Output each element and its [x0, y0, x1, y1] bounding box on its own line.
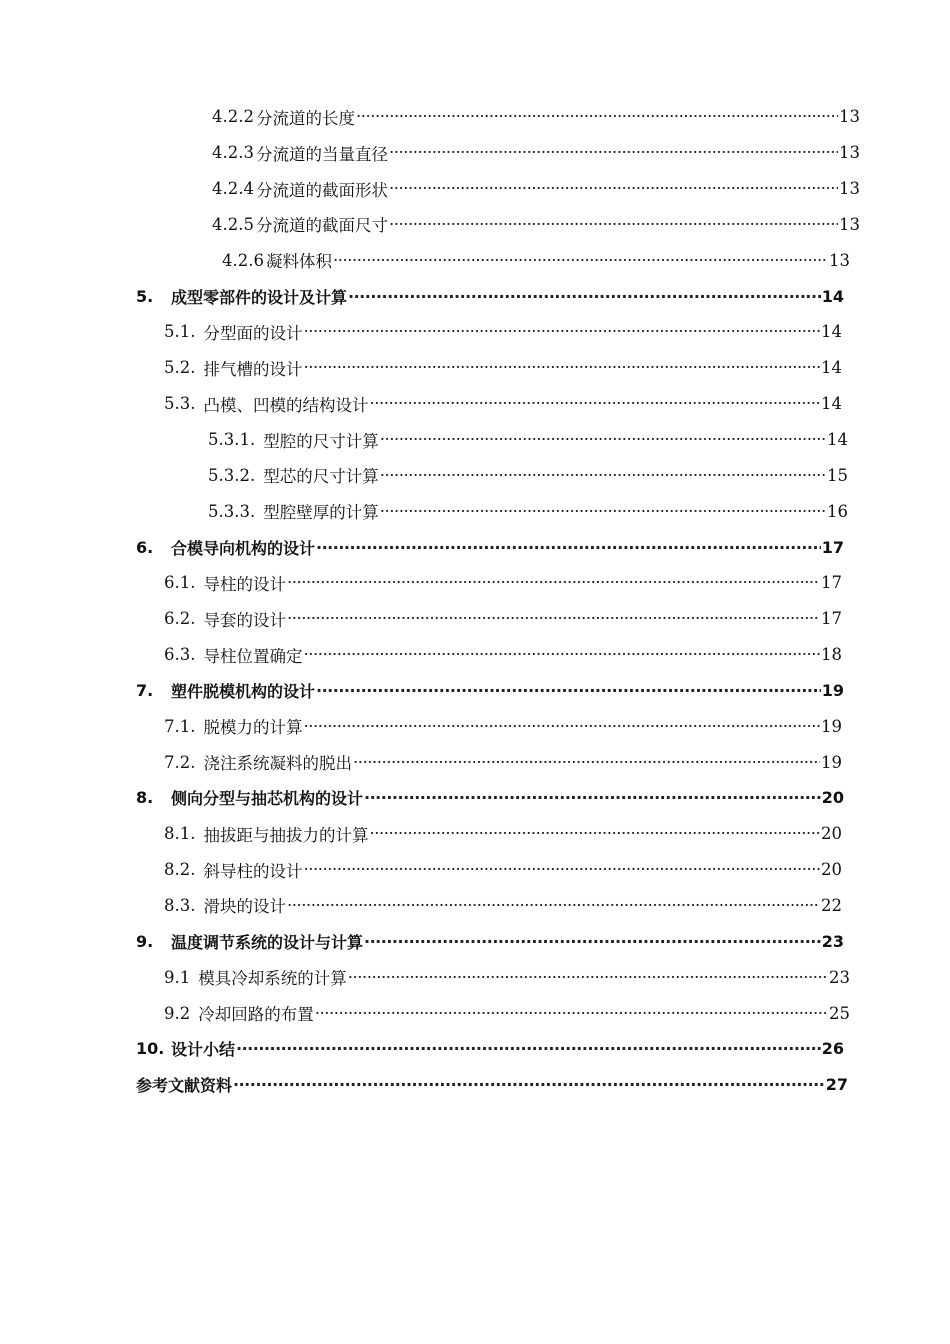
toc-entry-page-number: 13 [829, 250, 850, 270]
toc-entry-title: 型芯的尺寸计算 [263, 467, 379, 487]
toc-entry-page-number: 19 [821, 716, 842, 736]
toc-entry[interactable] [0, 888, 842, 924]
toc-entry[interactable] [0, 959, 850, 995]
toc-entry-number: 9.1 [164, 967, 191, 987]
dot-leader [380, 466, 826, 485]
table-of-contents [0, 99, 950, 1103]
toc-entry[interactable] [0, 1067, 848, 1103]
toc-entry-title: 分流道的长度 [255, 108, 355, 128]
toc-entry[interactable] [0, 422, 848, 458]
toc-entry-title: 凝料体积 [265, 252, 332, 272]
toc-entry[interactable] [0, 314, 842, 350]
dot-leader [304, 322, 821, 341]
toc-entry-page-number: 14 [821, 286, 844, 306]
toc-entry[interactable] [0, 601, 842, 637]
dot-leader [287, 896, 820, 915]
toc-entry[interactable] [0, 135, 860, 171]
dot-leader [236, 1039, 821, 1058]
toc-entry-number: 4.2.3 [212, 143, 254, 163]
toc-entry-number: 7.1. [164, 716, 196, 736]
toc-entry-page-number: 26 [821, 1039, 844, 1059]
toc-entry-number: 6. [136, 537, 154, 557]
toc-entry-title: 温度调节系统的设计与计算 [171, 932, 364, 952]
toc-entry-page-number: 14 [827, 430, 848, 450]
toc-entry-page-number: 25 [829, 1003, 850, 1023]
toc-entry-title: 抽拔距与抽拔力的计算 [203, 825, 369, 845]
dot-leader [356, 107, 838, 126]
toc-entry[interactable] [0, 1031, 844, 1067]
toc-entry[interactable] [0, 207, 860, 243]
toc-entry[interactable] [0, 565, 842, 601]
toc-entry-title: 型腔的尺寸计算 [263, 431, 379, 451]
toc-entry-title: 合模导向机构的设计 [171, 538, 316, 558]
toc-entry-page-number: 14 [821, 358, 842, 378]
toc-entry-number: 5.3.1. [208, 430, 256, 450]
toc-entry-page-number: 16 [827, 501, 848, 521]
dot-leader [304, 717, 821, 736]
toc-entry-title: 塑件脱模机构的设计 [171, 681, 316, 701]
toc-entry-page-number: 20 [821, 860, 842, 880]
dot-leader [380, 430, 826, 449]
toc-entry-title: 脱模力的计算 [203, 718, 303, 738]
toc-entry-page-number: 20 [821, 824, 842, 844]
dot-leader [316, 681, 821, 700]
toc-entry[interactable] [0, 673, 844, 709]
dot-leader [389, 179, 838, 198]
toc-entry-title: 分流道的截面尺寸 [255, 216, 388, 236]
toc-entry[interactable] [0, 923, 844, 959]
toc-entry-page-number: 14 [821, 322, 842, 342]
toc-entry-title: 滑块的设计 [203, 897, 286, 917]
toc-entry-number: 9. [136, 931, 154, 951]
toc-entry[interactable] [0, 171, 860, 207]
toc-entry-page-number: 23 [821, 931, 844, 951]
toc-entry-number: 8.2. [164, 860, 196, 880]
dot-leader [304, 358, 821, 377]
dot-leader [389, 215, 838, 234]
dot-leader [370, 394, 821, 413]
dot-leader [348, 287, 821, 306]
toc-entry-page-number: 15 [827, 465, 848, 485]
toc-entry-page-number: 22 [821, 895, 842, 915]
toc-entry[interactable] [0, 386, 842, 422]
dot-leader [315, 1004, 828, 1023]
toc-entry-number: 8.3. [164, 895, 196, 915]
toc-entry-page-number: 14 [821, 394, 842, 414]
toc-entry-number: 6.1. [164, 573, 196, 593]
toc-entry-page-number: 13 [839, 107, 860, 127]
dot-leader [316, 538, 821, 557]
toc-entry[interactable] [0, 852, 842, 888]
toc-entry[interactable] [0, 529, 844, 565]
dot-leader [287, 609, 820, 628]
toc-entry-number: 5.1. [164, 322, 196, 342]
toc-entry-page-number: 27 [825, 1075, 848, 1095]
dot-leader [370, 824, 821, 843]
toc-entry-title: 凸模、凹模的结构设计 [203, 395, 369, 415]
toc-entry-page-number: 17 [821, 609, 842, 629]
toc-entry-number: 4.2.2 [212, 107, 254, 127]
toc-entry[interactable] [0, 350, 842, 386]
toc-entry-page-number: 20 [821, 788, 844, 808]
toc-entry-number: 9.2 [164, 1003, 191, 1023]
toc-entry-title: 导柱位置确定 [203, 646, 303, 666]
toc-entry-title: 设计小结 [171, 1040, 236, 1060]
dot-leader [364, 932, 821, 951]
toc-entry-page-number: 17 [821, 573, 842, 593]
toc-entry[interactable] [0, 278, 844, 314]
toc-entry-page-number: 23 [829, 967, 850, 987]
toc-entry-number: 5.2. [164, 358, 196, 378]
toc-entry-number: 4.2.4 [212, 179, 254, 199]
toc-entry-title: 斜导柱的设计 [203, 861, 303, 881]
toc-entry-number: 5.3.3. [208, 501, 256, 521]
toc-entry-title: 导柱的设计 [203, 574, 286, 594]
toc-entry-page-number: 17 [821, 537, 844, 557]
toc-entry-title: 成型零部件的设计及计算 [171, 287, 348, 307]
toc-entry-number: 4.2.6 [222, 250, 264, 270]
toc-entry-title: 模具冷却系统的计算 [198, 969, 347, 989]
toc-entry[interactable] [0, 493, 848, 529]
toc-entry-number: 5.3.2. [208, 465, 256, 485]
dot-leader [353, 753, 820, 772]
toc-entry-page-number: 13 [839, 214, 860, 234]
toc-entry-page-number: 18 [821, 645, 842, 665]
toc-entry-page-number: 13 [839, 179, 860, 199]
toc-entry[interactable] [0, 708, 842, 744]
toc-entry-number: 7. [136, 680, 154, 700]
toc-entry[interactable] [0, 637, 842, 673]
toc-entry-title: 型腔壁厚的计算 [263, 503, 379, 523]
dot-leader [333, 251, 828, 270]
toc-entry-number: 6.2. [164, 609, 196, 629]
toc-entry[interactable] [0, 780, 844, 816]
toc-entry-page-number: 19 [821, 752, 842, 772]
toc-entry-title: 分型面的设计 [203, 323, 303, 343]
toc-entry-number: 7.2. [164, 752, 196, 772]
toc-entry-number: 8. [136, 788, 154, 808]
toc-entry-title: 侧向分型与抽芯机构的设计 [171, 789, 364, 809]
toc-entry-title: 分流道的截面形状 [255, 180, 388, 200]
dot-leader [304, 645, 821, 664]
toc-entry-title: 分流道的当量直径 [255, 144, 388, 164]
toc-entry-title: 参考文献资料 [136, 1076, 233, 1096]
dot-leader [389, 143, 838, 162]
toc-entry-title: 浇注系统凝料的脱出 [203, 754, 352, 774]
toc-entry-number: 6.3. [164, 645, 196, 665]
dot-leader [364, 788, 821, 807]
toc-entry-page-number: 19 [821, 680, 844, 700]
toc-entry[interactable] [0, 457, 848, 493]
toc-entry-number: 4.2.5 [212, 214, 254, 234]
toc-entry-title: 排气槽的设计 [203, 359, 303, 379]
toc-entry[interactable] [0, 816, 842, 852]
toc-entry-title: 导套的设计 [203, 610, 286, 630]
dot-leader [287, 573, 820, 592]
toc-entry-title: 冷却回路的布置 [198, 1005, 314, 1025]
toc-entry[interactable] [0, 99, 860, 135]
toc-entry-number: 10. [136, 1039, 165, 1059]
dot-leader [348, 968, 828, 987]
toc-entry-number: 8.1. [164, 824, 196, 844]
dot-leader [380, 502, 826, 521]
toc-entry-page-number: 13 [839, 143, 860, 163]
toc-entry-number: 5.3. [164, 394, 196, 414]
dot-leader [304, 860, 821, 879]
toc-entry[interactable] [0, 744, 842, 780]
toc-entry[interactable] [0, 242, 850, 278]
toc-entry-number: 5. [136, 286, 154, 306]
toc-entry[interactable] [0, 995, 850, 1031]
dot-leader [233, 1075, 825, 1094]
